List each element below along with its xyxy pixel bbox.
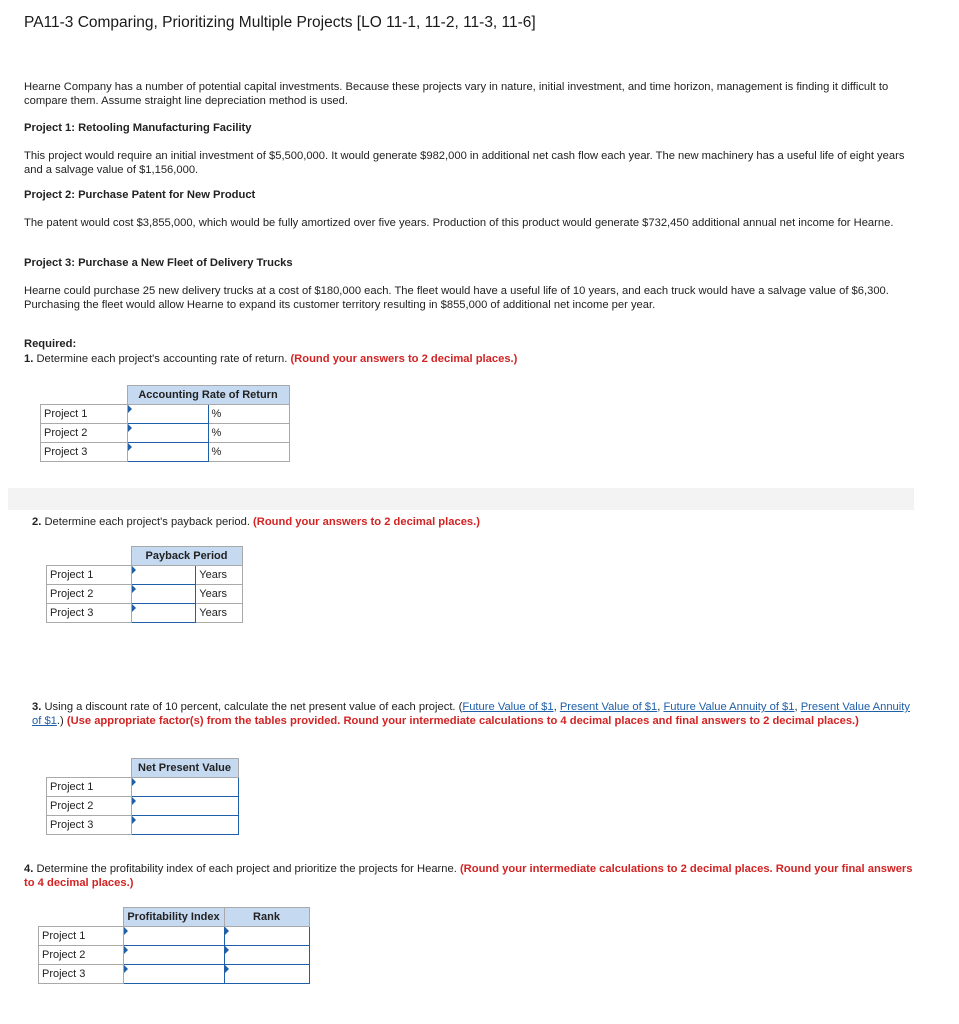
arr-column-header: Accounting Rate of Return [127,386,289,405]
link-present-value-annuity[interactable]: Present Value Annuity of $1 [32,701,910,727]
table-row [39,927,310,946]
pi-field-project3[interactable] [124,965,224,983]
arr-field-project3[interactable] [128,443,208,461]
profitability-table [38,907,310,984]
rank-input-project2[interactable] [224,946,309,965]
link-future-value[interactable]: Future Value of $1 [462,701,554,713]
table-row [39,946,310,965]
npv-input-project2[interactable] [131,797,238,816]
table-row [47,778,239,797]
question-3-number: 3. [32,701,42,713]
npv-column-header: Net Present Value [131,759,238,778]
table-row [47,797,239,816]
arr-input-project1[interactable] [127,405,208,424]
row-label: Project 2 [39,946,124,965]
payback-input-project2[interactable] [131,585,196,604]
npv-field-project3[interactable] [132,816,238,834]
link-separator: , [553,701,560,713]
question-2 [32,515,922,529]
input-flag-icon [132,778,136,786]
rank-field-project3[interactable] [225,965,309,983]
row-label: Project 1 [47,566,132,585]
input-flag-icon [132,816,136,824]
pi-input-project2[interactable] [123,946,224,965]
input-flag-icon [128,443,132,451]
npv-field-project1[interactable] [132,778,238,796]
payback-field-project3[interactable] [132,604,196,622]
table-row [47,604,243,623]
input-flag-icon [132,585,136,593]
question-3 [32,700,914,728]
project2-heading: Project 2: Purchase Patent for New Product [24,189,256,201]
link-future-value-annuity[interactable]: Future Value Annuity of $1 [663,701,795,713]
table-row [41,443,290,462]
row-label: Project 1 [47,778,132,797]
project1-text: This project would require an initial investment of $5,500,000. It would generate $982,000 in additional net cash flow each year. The new machinery has a useful life of eight years and a salvage value of $1,156,000. [24,150,905,176]
question-4-number: 4. [24,863,34,875]
required-label: Required: [24,338,77,350]
row-label: Project 2 [41,424,128,443]
row-label: Project 2 [47,585,132,604]
percent-unit: % [208,424,289,443]
table-row [47,585,243,604]
link-close: .) [56,715,64,727]
question-1 [24,352,914,366]
payback-field-project1[interactable] [132,566,196,584]
page-title: PA11-3 Comparing, Prioritizing Multiple Projects [LO 11-1, 11-2, 11-3, 11-6] [24,14,536,31]
input-flag-icon [128,424,132,432]
row-label: Project 3 [41,443,128,462]
question-4-instruction: (Round your intermediate calculations to 2 decimal places. Round your final answers to 4 decimal places.) [24,863,913,889]
link-separator: , [794,701,801,713]
section-divider-band [8,488,914,510]
project2-text: The patent would cost $3,855,000, which would be fully amortized over five years. Production of this product would generate $732,450 additional annual net income for Hearne. [24,217,894,229]
question-2-number: 2. [32,516,42,528]
arr-field-project2[interactable] [128,424,208,442]
row-label: Project 3 [39,965,124,984]
arr-input-project2[interactable] [127,424,208,443]
question-1-instruction: (Round your answers to 2 decimal places.) [290,353,518,365]
project3-text: Hearne could purchase 25 new delivery trucks at a cost of $180,000 each. The fleet would have a useful life of 10 years, and each truck would have a salvage value of $6,300. Purchasing the fleet would allow Hearne to expand its customer territory resulting in $855,000 of additional net income per year. [24,285,889,311]
table-row [41,405,290,424]
table-row [47,566,243,585]
rank-input-project1[interactable] [224,927,309,946]
row-label: Project 2 [47,797,132,816]
row-label: Project 3 [47,604,132,623]
link-present-value[interactable]: Present Value of $1 [559,701,658,713]
rank-field-project2[interactable] [225,946,309,964]
rank-field-project1[interactable] [225,927,309,945]
input-flag-icon [124,927,128,935]
input-flag-icon [128,405,132,413]
question-2-instruction: (Round your answers to 2 decimal places.) [253,516,480,528]
input-flag-icon [132,604,136,612]
question-2-text: Determine each project's payback period. [44,516,250,528]
row-label: Project 1 [41,405,128,424]
years-unit: Years [196,585,242,604]
question-3-instruction: (Use appropriate factor(s) from the tables provided. Round your intermediate calculations to 4 decimal places and final answers to 2 decimal places.) [66,715,859,727]
link-separator: , [657,701,664,713]
payback-column-header: Payback Period [131,547,242,566]
input-flag-icon [225,927,229,935]
arr-table [40,385,290,462]
percent-unit: % [208,405,289,424]
arr-input-project3[interactable] [127,443,208,462]
input-flag-icon [225,965,229,973]
input-flag-icon [124,946,128,954]
npv-input-project3[interactable] [131,816,238,835]
question-4-text: Determine the profitability index of each project and prioritize the projects for Hearne. [36,863,457,875]
table-row [41,424,290,443]
rank-column-header: Rank [224,908,309,927]
question-1-text: Determine each project's accounting rate of return. [36,353,288,365]
table-row [39,965,310,984]
payback-table [46,546,243,623]
payback-input-project3[interactable] [131,604,196,623]
pi-input-project3[interactable] [123,965,224,984]
arr-field-project1[interactable] [128,405,208,423]
percent-unit: % [208,443,289,462]
question-3-text: Using a discount rate of 10 percent, calculate the net present value of each project. ( [44,701,463,713]
npv-input-project1[interactable] [131,778,238,797]
pi-field-project2[interactable] [124,946,224,964]
payback-field-project2[interactable] [132,585,196,603]
input-flag-icon [132,566,136,574]
intro-paragraph: Hearne Company has a number of potential capital investments. Because these projects vary in nature, initial investment, and time horizon, management is finding it difficult to compare them. Assume straight line depreciation method is used. [24,81,889,107]
years-unit: Years [196,566,242,585]
table-row [47,816,239,835]
row-label: Project 1 [39,927,124,946]
pi-field-project1[interactable] [124,927,224,945]
npv-field-project2[interactable] [132,797,238,815]
input-flag-icon [225,946,229,954]
years-unit: Years [196,604,242,623]
project3-heading: Project 3: Purchase a New Fleet of Delivery Trucks [24,257,293,269]
question-4 [24,862,914,890]
project1-heading: Project 1: Retooling Manufacturing Facility [24,122,252,134]
payback-input-project1[interactable] [131,566,196,585]
question-1-number: 1. [24,353,34,365]
input-flag-icon [132,797,136,805]
input-flag-icon [124,965,128,973]
npv-table [46,758,239,835]
rank-input-project3[interactable] [224,965,309,984]
row-label: Project 3 [47,816,132,835]
pi-column-header: Profitability Index [123,908,224,927]
pi-input-project1[interactable] [123,927,224,946]
